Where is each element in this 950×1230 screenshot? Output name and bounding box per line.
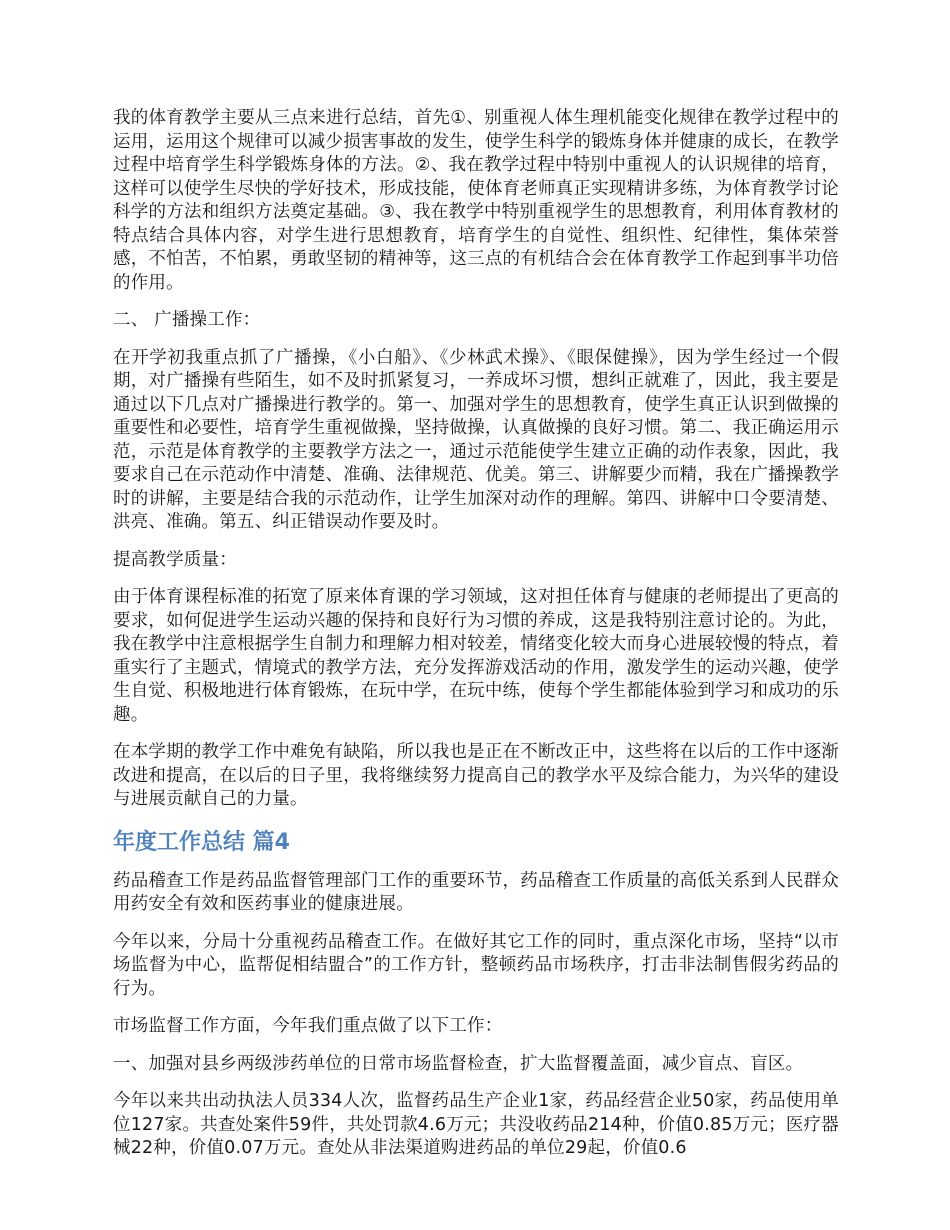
paragraph-statistics: 今年以来共出动执法人员334人次，监督药品生产企业1家，药品经营企业50家，药品使用单位127家。共查处案件59件，共处罚款4.6万元；共没收药品214种，价值0.85万元；医疗器械22种，价值0.07万元。查处从非法渠道购进药品的单位29起，价值0.6 <box>113 1091 839 1158</box>
paragraph-semester-conclusion: 在本学期的教学工作中难免有缺陷，所以我也是正在不断改正中，这些将在以后的工作中逐渐改进和提高，在以后的日子里，我将继续努力提高自己的教学水平及综合能力，为兴华的建设与进展贡献自己的力量。 <box>113 742 839 809</box>
paragraph-branch-priority: 今年以来，分局十分重视药品稽查工作。在做好其它工作的同时，重点深化市场，坚持“以市场监督为中心，监帮促相结盟合”的工作方针，整顿药品市场秩序，打击非法制售假劣药品的行为。 <box>113 931 839 999</box>
paragraph-item-one: 一、加强对县乡两级涉药单位的日常市场监督检查，扩大监督覆盖面，减少盲点、盲区。 <box>113 1053 804 1074</box>
paragraph-teaching-quality-details: 由于体育课程标准的拓宽了原来体育课的学习领域，这对担任体育与健康的老师提出了更高的要求，如何促进学生运动兴趣的保持和良好行为习惯的养成，这是我特别注意讨论的。为此，我在教学中注意根据学生自制力和理解力相对较差，情绪变化较大而身心进展较慢的特点，着重实行了主题式，情境式的教学方法，充分发挥游戏活动的作用，激发学生的运动兴趣，使学生自觉、积极地进行体育锻炼，在玩中学，在玩中练，使每个学生都能体验到学习和成功的乐趣。 <box>113 587 839 725</box>
paragraph-section-teaching-quality: 提高教学质量： <box>113 549 237 570</box>
paragraph-market-supervision-intro: 市场监督工作方面，今年我们重点做了以下工作： <box>113 1016 503 1036</box>
document-page <box>113 107 839 1175</box>
paragraph-section-broadcast-exercise: 二、 广播操工作： <box>113 310 261 330</box>
paragraph-summary-three-points: 我的体育教学主要从三点来进行总结，首先①、别重视人体生理机能变化规律在教学过程中的运用，运用这个规律可以减少损害事故的发生，使学生科学的锻炼身体并健康的成长，在教学过程中培育学生科学锻炼身体的方法。②、我在教学过程中特别中重视人的认识规律的培育，这样可以使学生尽快的学好技术，形成技能，使体育老师真正实现精讲多练，为体育教学讨论科学的方法和组织方法奠定基础。③、我在教学中特别重视学生的思想教育，利用体育教材的特点结合具体内容，对学生进行思想教育，培育学生的自觉性、组织性、纪律性，集体荣誉感，不怕苦，不怕累，勇敢坚韧的精神等，这三点的有机结合会在体育教学工作起到事半功倍的作用。 <box>113 108 839 293</box>
section-heading: 年度工作总结 篇4 <box>113 829 290 855</box>
paragraph-drug-inspection-intro: 药品稽查工作是药品监督管理部门工作的重要环节，药品稽查工作质量的高低关系到人民群众用药安全有效和医药事业的健康进展。 <box>113 870 839 914</box>
paragraph-broadcast-exercise-details: 在开学初我重点抓了广播操，《小白船》、《少林武术操》、《眼保健操》，因为学生经过一个假期，对广播操有些陌生，如不及时抓紧复习，一养成坏习惯，想纠正就难了，因此，我主要是通过以下几点对广播操进行教学的。第一、加强对学生的思想教育，使学生真正认识到做操的重要性和必要性，培育学生重视做操，坚持做操，认真做操的良好习惯。第二、我正确运用示范，示范是体育教学的主要教学方法之一，通过示范能使学生建立正确的动作表象，因此，我要求自己在示范动作中清楚、准确、法律规范、优美。第三、讲解要少而精，我在广播操教学时的讲解，主要是结合我的示范动作，让学生加深对动作的理解。第四、讲解中口令要清楚、洪亮、准确。第五、纠正错误动作要及时。 <box>113 347 839 532</box>
